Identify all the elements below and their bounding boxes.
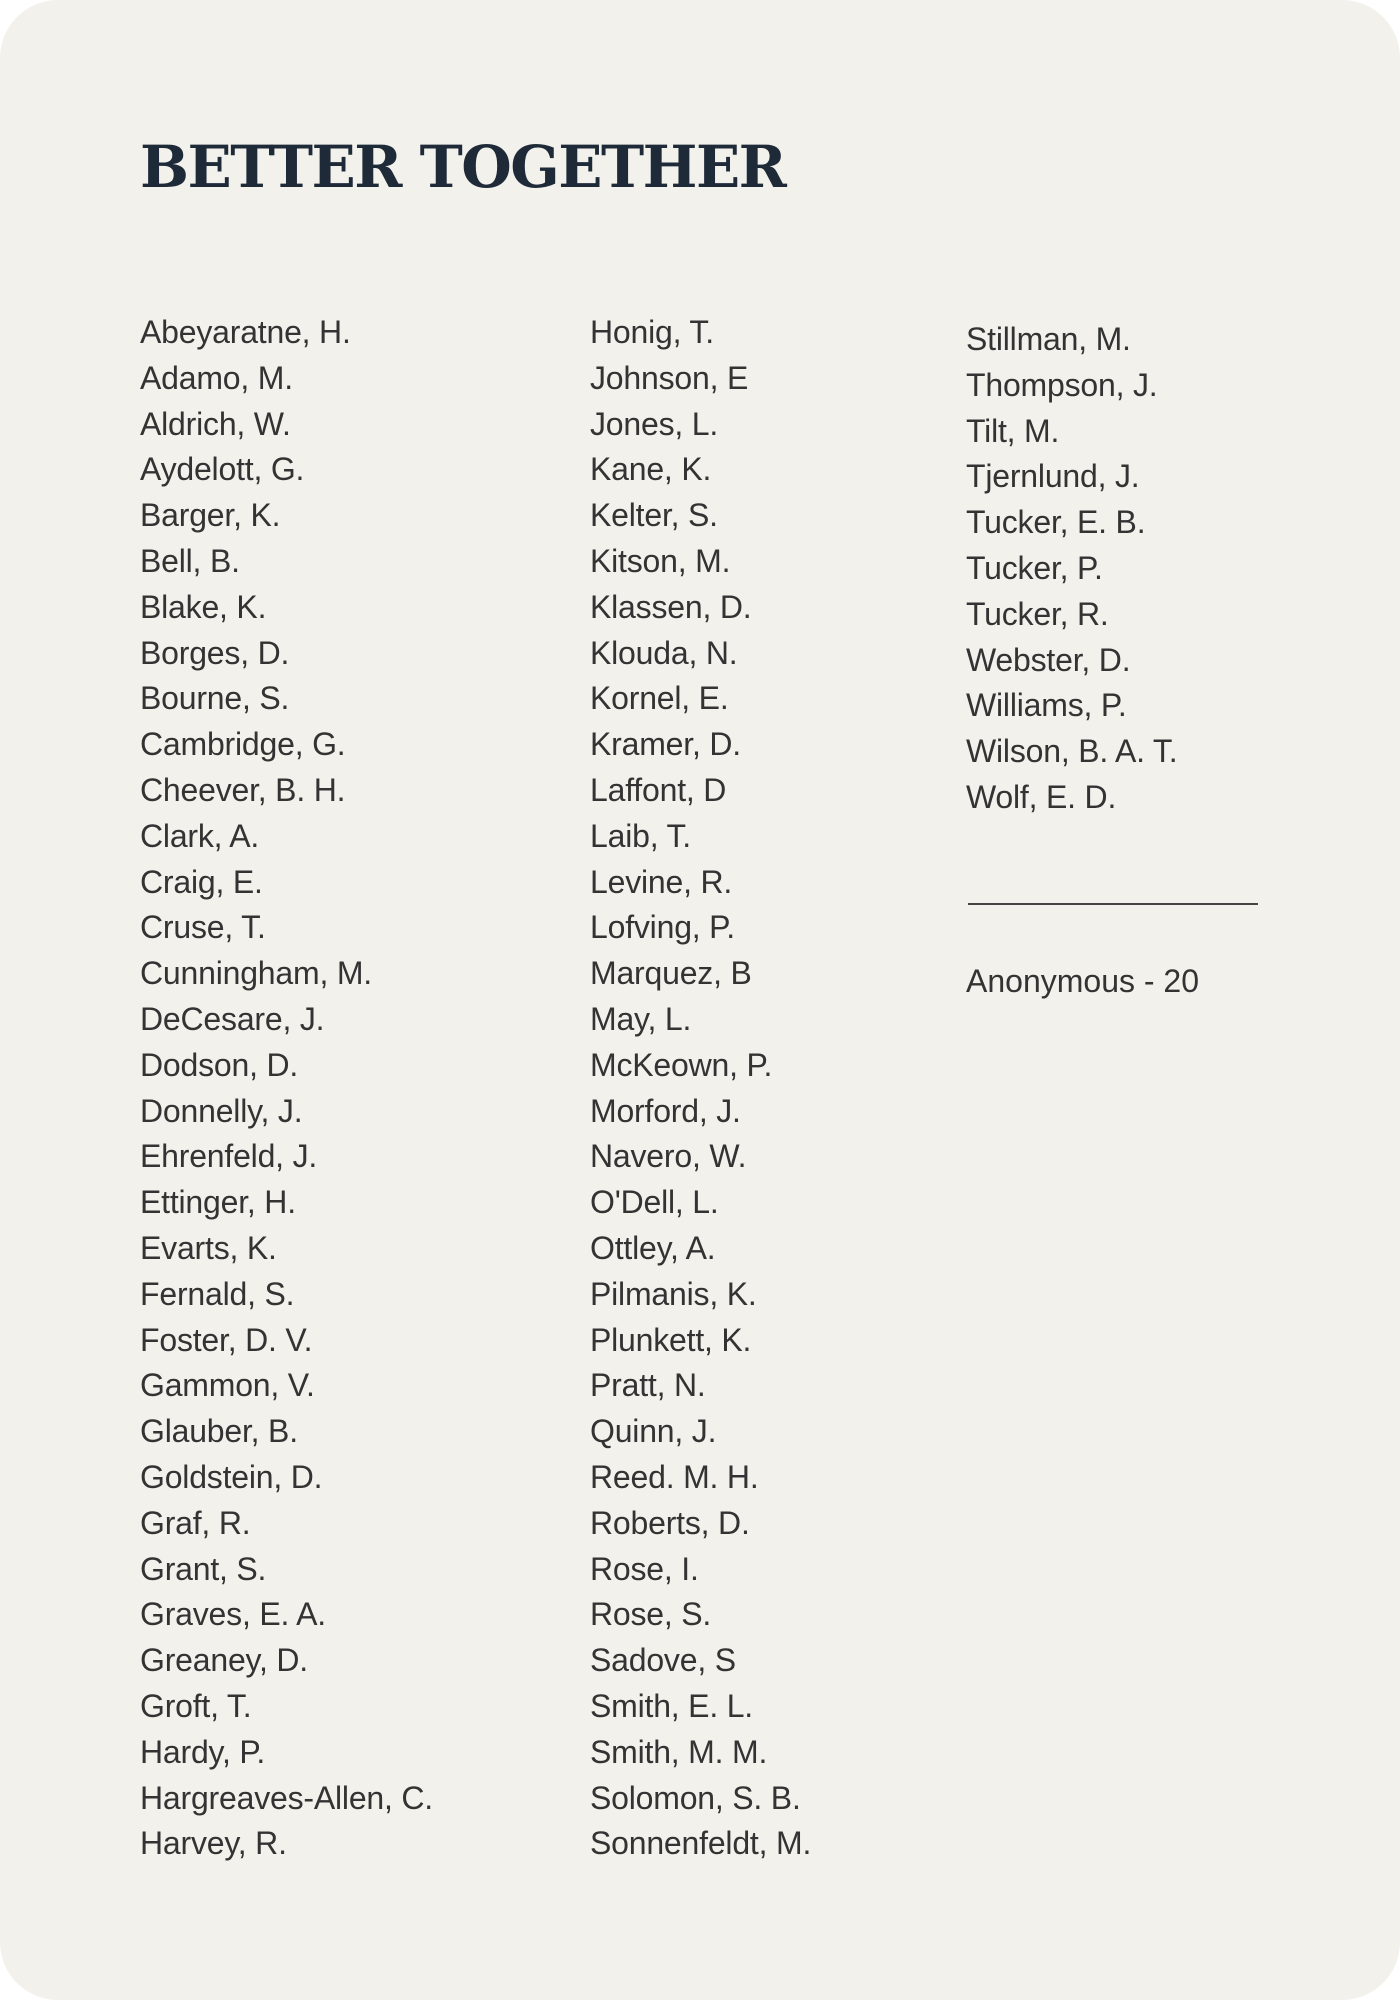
name-list-item: Dodson, D.: [140, 1046, 299, 1083]
name-list-item: Pilmanis, K.: [590, 1275, 757, 1312]
name-list-item: Smith, E. L.: [590, 1687, 753, 1724]
name-list-item: Thompson, J.: [966, 366, 1158, 403]
name-list-item: Wilson, B. A. T.: [966, 733, 1178, 770]
name-list-item: Ettinger, H.: [140, 1184, 296, 1221]
name-list-item: Lofving, P.: [590, 909, 735, 946]
name-list-item: Kramer, D.: [590, 726, 741, 763]
name-list-item: Stillman, M.: [966, 321, 1131, 357]
names-column-1: [140, 310, 433, 1867]
name-list-item: Graves, E. A.: [140, 1596, 326, 1633]
name-list-item: Donnelly, J.: [140, 1092, 303, 1129]
name-list-item: Kitson, M.: [590, 542, 731, 579]
name-list-item: McKeown, P.: [590, 1046, 773, 1083]
name-list-item: Smith, M. M.: [590, 1733, 768, 1770]
name-list-item: Klouda, N.: [590, 634, 738, 671]
name-list-item: Hardy, P.: [140, 1733, 266, 1770]
anonymous-count: Anonymous - 20: [966, 963, 1200, 999]
name-list-item: Graf, R.: [140, 1504, 251, 1541]
name-list-item: Laffont, D: [590, 771, 727, 808]
name-list-item: DeCesare, J.: [140, 1000, 325, 1037]
name-list-item: Bell, B.: [140, 542, 240, 579]
name-list-item: Levine, R.: [590, 863, 733, 900]
name-list-item: Fernald, S.: [140, 1275, 295, 1312]
name-list-item: Roberts, D.: [590, 1504, 750, 1541]
name-list-item: Klassen, D.: [590, 588, 752, 625]
name-list-item: Cruse, T.: [140, 909, 266, 946]
page-title: BETTER TOGETHER: [140, 133, 786, 201]
name-list-item: Gammon, V.: [140, 1367, 315, 1404]
name-list-item: Groft, T.: [140, 1687, 252, 1724]
name-list-item: Kornel, E.: [590, 680, 729, 717]
name-list-item: Tucker, R.: [966, 595, 1109, 632]
name-list-item: Aldrich, W.: [140, 405, 291, 442]
name-list-item: Tucker, P.: [966, 549, 1103, 586]
name-list-item: Cheever, B. H.: [140, 771, 346, 808]
name-list-item: Marquez, B: [590, 955, 752, 992]
name-list-item: Williams, P.: [966, 687, 1127, 724]
name-list-item: Morford, J.: [590, 1092, 741, 1129]
name-list-item: Cambridge, G.: [140, 726, 346, 763]
name-list-item: Ottley, A.: [590, 1229, 716, 1266]
name-list-item: Reed. M. H.: [590, 1458, 759, 1495]
name-list-item: Goldstein, D.: [140, 1458, 323, 1495]
name-list-item: Hargreaves-Allen, C.: [140, 1779, 434, 1816]
name-list-item: Pratt, N.: [590, 1367, 706, 1404]
name-list-item: Foster, D. V.: [140, 1321, 313, 1358]
names-column-3: [966, 317, 1177, 821]
name-list-item: Kelter, S.: [590, 497, 718, 534]
name-list-item: Sonnenfeldt, M.: [590, 1825, 812, 1862]
name-list-item: Bourne, S.: [140, 680, 290, 717]
name-list-item: Rose, I.: [590, 1550, 699, 1587]
name-list-item: Quinn, J.: [590, 1413, 717, 1450]
name-list-item: Webster, D.: [966, 641, 1131, 678]
name-list-item: Rose, S.: [590, 1596, 712, 1633]
name-list-item: Greaney, D.: [140, 1642, 308, 1679]
name-list-item: Borges, D.: [140, 634, 290, 671]
name-list-item: Blake, K.: [140, 588, 267, 625]
name-list-item: Tilt, M.: [966, 412, 1060, 449]
name-list-item: Tjernlund, J.: [966, 458, 1140, 495]
name-list-item: O'Dell, L.: [590, 1184, 719, 1221]
name-list-item: Cunningham, M.: [140, 955, 372, 992]
names-column-2: [590, 310, 811, 1867]
name-list-item: Evarts, K.: [140, 1229, 277, 1266]
name-list-item: Barger, K.: [140, 497, 281, 534]
name-list-item: Grant, S.: [140, 1550, 267, 1587]
name-list-item: May, L.: [590, 1000, 692, 1037]
name-list-item: Craig, E.: [140, 863, 263, 900]
name-list-item: Ehrenfeld, J.: [140, 1138, 318, 1175]
name-list-item: Harvey, R.: [140, 1825, 287, 1862]
name-list-item: Sadove, S: [590, 1642, 736, 1679]
name-list-item: Johnson, E: [590, 359, 749, 396]
name-list-item: Clark, A.: [140, 817, 260, 854]
name-list-item: Kane, K.: [590, 451, 712, 488]
name-list-item: Aydelott, G.: [140, 451, 305, 488]
name-list-item: Honig, T.: [590, 314, 714, 350]
name-list-item: Solomon, S. B.: [590, 1779, 801, 1816]
name-list-item: Navero, W.: [590, 1138, 747, 1175]
name-list-item: Adamo, M.: [140, 359, 293, 396]
name-list-item: Jones, L.: [590, 405, 719, 442]
name-list-item: Glauber, B.: [140, 1413, 298, 1450]
name-list-item: Abeyaratne, H.: [140, 314, 351, 350]
name-list-item: Wolf, E. D.: [966, 778, 1117, 815]
name-list-item: Tucker, E. B.: [966, 504, 1146, 541]
name-list-item: Plunkett, K.: [590, 1321, 752, 1358]
divider-line: [968, 903, 1258, 905]
name-list-item: Laib, T.: [590, 817, 691, 854]
